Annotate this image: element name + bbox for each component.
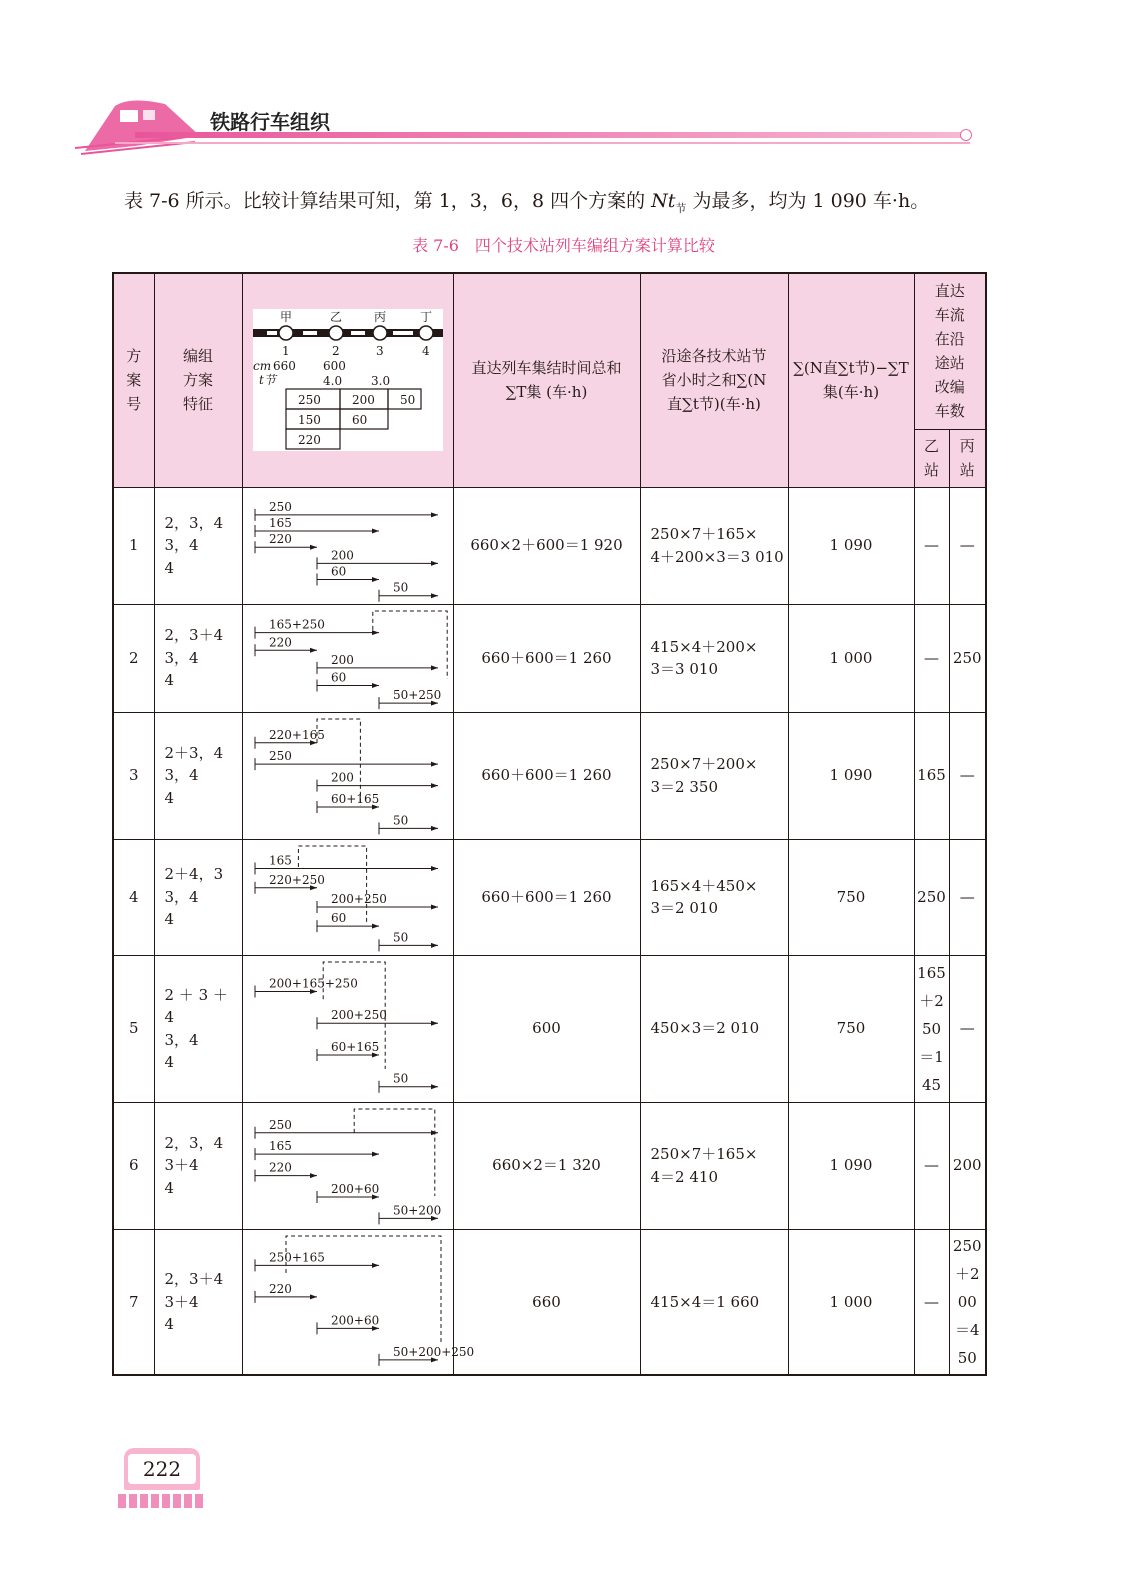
track-gap	[267, 331, 277, 335]
flow-label: 50+200+250	[392, 1344, 474, 1359]
station-name: 丁	[419, 310, 432, 325]
arrowhead-icon	[431, 826, 438, 831]
flow-value: 200	[351, 393, 375, 408]
cell-line: 4	[164, 910, 175, 929]
cm-label: cm	[252, 359, 271, 374]
book-title: 铁路行车组织	[210, 110, 330, 134]
flow-label: 250	[268, 499, 292, 514]
station-name: 甲	[279, 310, 292, 325]
net-value: 1 090	[788, 1102, 914, 1229]
body-paragraph	[124, 186, 929, 216]
flow-value: 250	[297, 393, 321, 408]
header-collect: 直达列车集结时间总和∑T集 (车·h)	[453, 273, 640, 487]
station-number: 2	[331, 344, 340, 359]
collect-time: 660＋600＝1 260	[453, 839, 640, 955]
collect-time: 660×2＝1 320	[453, 1102, 640, 1229]
scheme-feature	[154, 839, 242, 955]
page-footer	[118, 1440, 206, 1512]
arrowhead-icon	[431, 943, 438, 948]
scheme-no: 4	[113, 839, 154, 955]
flow-label: 165	[268, 1139, 292, 1154]
flow-label: 220	[268, 635, 292, 650]
cm-value: 600	[322, 359, 346, 374]
cell-line: 4	[164, 671, 175, 690]
cell-line: 4	[164, 558, 175, 577]
flow-diagram	[243, 958, 448, 1099]
train-logo-icon	[75, 96, 205, 156]
rebuild-yi: —	[914, 604, 949, 712]
table-row	[113, 604, 986, 712]
flow-label: 60	[330, 911, 346, 926]
scheme-feature	[154, 1102, 242, 1229]
collect-time: 660	[453, 1229, 640, 1375]
cell-line: 250×7＋165×	[650, 525, 758, 543]
cell-line: 3＋4	[164, 1292, 199, 1311]
flow-diagram	[243, 1105, 448, 1226]
scheme-feature	[154, 604, 242, 712]
arrowhead-icon	[431, 665, 438, 670]
header-feature: 编组方案特征	[154, 273, 242, 487]
collect-time: 600	[453, 955, 640, 1102]
flow-label: 220+165	[268, 727, 325, 742]
scheme-no: 1	[113, 487, 154, 604]
scheme-no: 7	[113, 1229, 154, 1375]
cell-line: 3，4	[164, 648, 199, 667]
t-value: 3.0	[370, 374, 390, 389]
cell-line: 450×3＝2 010	[650, 1019, 760, 1038]
arrowhead-icon	[310, 545, 317, 550]
track-gap	[351, 331, 365, 335]
table-row	[113, 487, 986, 604]
rebuild-yi: —	[914, 1102, 949, 1229]
flow-value: 220	[297, 433, 321, 448]
arrowhead-icon	[310, 1173, 317, 1178]
net-value: 1 000	[788, 1229, 914, 1375]
flow-label: 200+60	[330, 1313, 379, 1328]
para-text-end: 为最多，均为 1 090 车·h。	[686, 190, 930, 212]
station-icon	[419, 326, 433, 340]
flow-label: 50+200	[392, 1203, 441, 1218]
header-saved: 沿途各技术站节省小时之和∑(N直∑t节)(车·h)	[640, 273, 788, 487]
page-number: 222	[128, 1454, 196, 1484]
arrowhead-icon	[310, 1294, 317, 1299]
station-icon	[373, 326, 387, 340]
scheme-feature	[154, 1229, 242, 1375]
cell-line: 3＝2 010	[650, 899, 718, 917]
flow-value: 150	[297, 413, 321, 428]
flow-label: 50	[392, 930, 408, 945]
cell-line: 2，3，4	[164, 513, 224, 532]
flow-label: 200+60	[330, 1181, 379, 1196]
header-line	[115, 142, 970, 144]
saved-hours	[640, 604, 788, 712]
scheme-diagram	[242, 1102, 453, 1229]
header-net: ∑(N直∑t节)−∑T集(车·h)	[788, 273, 914, 487]
cell-line: 4	[164, 1178, 175, 1197]
arrowhead-icon	[372, 1263, 379, 1268]
cell-line: 4	[164, 788, 175, 807]
rebuild-bing: 200	[949, 1102, 986, 1229]
arrowhead-icon	[372, 924, 379, 929]
scheme-diagram	[242, 604, 453, 712]
flow-label: 220+250	[268, 872, 325, 887]
flow-diagram	[243, 715, 448, 836]
scheme-diagram	[242, 839, 453, 955]
header-rebuild: 直达车流在沿途站改编车数	[914, 273, 986, 429]
flow-label: 60	[330, 670, 346, 685]
station-name: 丙	[373, 310, 386, 325]
cell-line: 3，4	[164, 1030, 199, 1049]
flow-label: 60+165	[330, 791, 379, 806]
net-value: 1 000	[788, 604, 914, 712]
rebuild-yi: 250	[914, 839, 949, 955]
scheme-diagram	[242, 955, 453, 1102]
cell-line: 4＋200×3＝3 010	[650, 547, 784, 566]
scheme-no: 2	[113, 604, 154, 712]
station-number: 3	[375, 344, 384, 359]
rail-decoration	[118, 1494, 206, 1508]
flow-label: 165+250	[268, 617, 325, 632]
arrowhead-icon	[431, 593, 438, 598]
cell-line: 415×4＋200×	[650, 637, 758, 656]
cell-line: 165×4＋450×	[650, 876, 758, 895]
cell-line: 415×4＝1 660	[650, 1292, 760, 1311]
net-value: 750	[788, 839, 914, 955]
flow-diagram	[243, 607, 448, 709]
saved-hours	[640, 1102, 788, 1229]
station-number: 1	[281, 344, 290, 359]
running-header	[75, 96, 975, 156]
cell-line: 2，3＋4	[164, 1270, 224, 1288]
scheme-diagram	[242, 487, 453, 604]
arrowhead-icon	[431, 512, 438, 517]
t-label: t节	[258, 373, 276, 388]
rearrange-dashed-path	[372, 611, 446, 679]
collect-time: 660×2＋600＝1 920	[453, 487, 640, 604]
saved-hours	[640, 839, 788, 955]
flow-diagram	[243, 842, 448, 952]
cell-line: 4	[164, 1008, 175, 1026]
flow-label: 200	[330, 652, 354, 667]
arrowhead-icon	[310, 648, 317, 653]
flow-value: 60	[351, 413, 367, 428]
flow-label: 250+165	[268, 1250, 325, 1265]
flow-label: 250	[268, 1117, 292, 1132]
header-scheme-diagram	[242, 273, 453, 487]
header-yi: 乙站	[914, 429, 949, 487]
station-number: 4	[421, 344, 430, 359]
cell-line: 250×7＋165×	[650, 1145, 758, 1163]
rebuild-bing: —	[949, 839, 986, 955]
scheme-feature	[154, 712, 242, 839]
collect-time: 660＋600＝1 260	[453, 604, 640, 712]
saved-hours	[640, 712, 788, 839]
table-row	[113, 839, 986, 955]
arrowhead-icon	[372, 1152, 379, 1157]
flow-label: 50+250	[392, 688, 441, 703]
scheme-diagram	[242, 1229, 474, 1375]
flow-label: 165	[268, 853, 292, 868]
cell-line: 3，4	[164, 536, 199, 555]
cell-line: 3＝2 350	[650, 777, 718, 796]
flow-label: 200+250	[330, 891, 387, 906]
table-row	[113, 955, 986, 1102]
arrowhead-icon	[372, 683, 379, 688]
arrowhead-icon	[431, 866, 438, 871]
arrowhead-icon	[431, 904, 438, 909]
rebuild-yi: —	[914, 1229, 949, 1375]
rebuild-bing: 250	[949, 604, 986, 712]
flow-label: 200+165+250	[268, 976, 358, 991]
scheme-no: 5	[113, 955, 154, 1102]
cell-line: 3，4	[164, 887, 199, 906]
saved-hours	[640, 955, 788, 1102]
scheme-diagram	[242, 712, 453, 839]
flow-label: 60	[330, 564, 346, 579]
rebuild-bing: —	[949, 487, 986, 604]
track-gap	[303, 331, 317, 335]
flow-label: 220	[268, 532, 292, 547]
arrowhead-icon	[431, 1084, 438, 1089]
net-value: 1 090	[788, 712, 914, 839]
flow-label: 50	[392, 1071, 408, 1086]
cell-line: 4＝2 410	[650, 1167, 718, 1186]
cell-line: 2 ＋ 3 ＋	[164, 985, 228, 1004]
comparison-table	[112, 272, 987, 1376]
cell-line: 250×7＋200×	[650, 755, 758, 773]
t-value: 4.0	[322, 374, 342, 389]
scheme-no: 6	[113, 1102, 154, 1229]
station-name: 乙	[329, 310, 342, 325]
flow-value: 50	[399, 393, 415, 408]
para-text: 表 7-6 所示。比较计算结果可知，第 1，3，6，8 四个方案的	[124, 190, 652, 212]
flow-label: 200	[330, 548, 354, 563]
cell-line: 4	[164, 1053, 175, 1071]
cm-value: 660	[272, 359, 296, 374]
arrowhead-icon	[372, 630, 379, 635]
saved-hours	[640, 487, 788, 604]
track-gap	[393, 331, 413, 335]
cell-line: 2＋4，3	[164, 865, 224, 884]
cell-line: 3，4	[164, 766, 199, 785]
flow-diagram	[243, 490, 448, 601]
rebuild-yi: 165	[914, 712, 949, 839]
header-no: 方案号	[113, 273, 154, 487]
flow-label: 250	[268, 749, 292, 764]
scheme-feature	[154, 955, 242, 1102]
arrowhead-icon	[372, 577, 379, 582]
flow-label: 165	[268, 516, 292, 531]
cell-line: 4	[164, 1315, 175, 1333]
header-end-dot	[960, 129, 972, 141]
stacked-sum: 165＋250＝145	[917, 963, 946, 1094]
rebuild-bing: —	[949, 712, 986, 839]
flow-label: 50	[392, 580, 408, 595]
flow-label: 50	[392, 813, 408, 828]
station-icon	[279, 326, 293, 340]
para-sub: 节	[675, 201, 687, 215]
table-caption: 表 7-6 四个技术站列车编组方案计算比较	[412, 236, 715, 255]
station-icon	[329, 326, 343, 340]
cell-line: 2，3＋4	[164, 626, 224, 645]
table-row	[113, 1102, 986, 1229]
arrowhead-icon	[431, 783, 438, 788]
flow-label: 220	[268, 1281, 292, 1296]
stacked-sum: 250＋200＝450	[952, 1236, 982, 1367]
cell-line: 2＋3，4	[164, 743, 224, 762]
flow-diagram	[243, 1232, 474, 1372]
scheme-feature	[154, 487, 242, 604]
table-row	[113, 712, 986, 839]
arrowhead-icon	[431, 561, 438, 566]
rebuild-bing: —	[949, 955, 986, 1102]
flow-label: 220	[268, 1160, 292, 1175]
para-var: Nt	[651, 190, 676, 212]
header-bing: 丙站	[949, 429, 986, 487]
net-value: 1 090	[788, 487, 914, 604]
collect-time: 660＋600＝1 260	[453, 712, 640, 839]
arrowhead-icon	[372, 529, 379, 534]
net-value: 750	[788, 955, 914, 1102]
flow-label: 60+165	[330, 1039, 379, 1054]
arrowhead-icon	[431, 1021, 438, 1026]
flow-label: 200+250	[330, 1008, 387, 1023]
rebuild-yi: —	[914, 487, 949, 604]
cell-line: 3＝3 010	[650, 660, 718, 678]
cell-line: 3＋4	[164, 1156, 199, 1175]
flow-label: 200	[330, 770, 354, 785]
scheme-no: 3	[113, 712, 154, 839]
rebuild-bing	[949, 1229, 986, 1375]
arrowhead-icon	[431, 762, 438, 767]
cell-line: 2，3，4	[164, 1133, 224, 1152]
saved-hours	[640, 1229, 788, 1375]
rebuild-yi	[914, 955, 949, 1102]
table-row	[113, 1229, 986, 1375]
